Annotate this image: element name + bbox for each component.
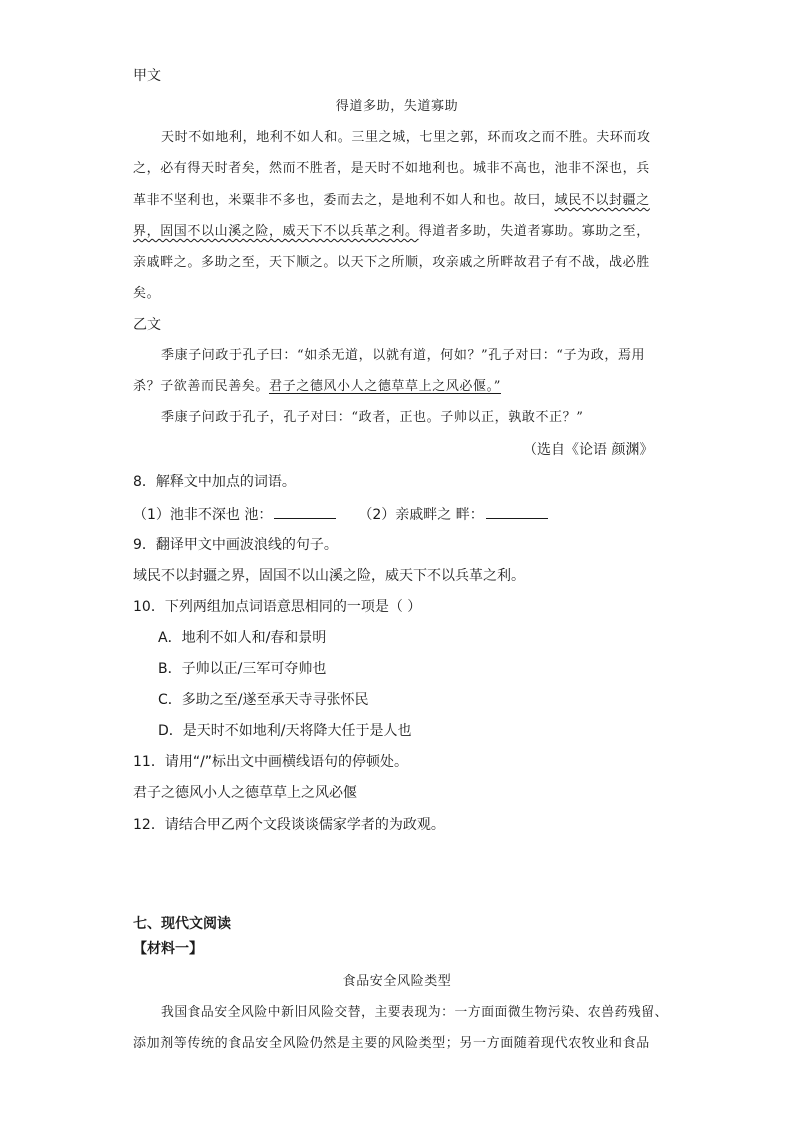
passage-a-title: 得道多助，失道寡助 (335, 99, 459, 114)
wavy-underlined-sentence-part-2: 界，固国不以山溪之险，威天下不以兵革之利。 (133, 224, 419, 239)
question-8-item-2: （2）亲戚畔之 畔： (358, 507, 484, 523)
passage-b-label: 乙文 (133, 317, 161, 333)
wavy-underlined-sentence-part-1: 域民不以封疆之 (554, 193, 650, 208)
passage-a-line-1: 天时不如地利，地利不如人和。三里之城，七里之郭，环而攻之而不胜。夫环而攻 (161, 130, 651, 145)
question-10-option-a: A．地利不如人和/春和景明 (158, 630, 327, 646)
passage-b-line-2-text: 杀？子欲善而民善矣。 (133, 379, 270, 394)
question-12: 12．请结合甲乙两个文段谈谈儒家学者的为政观。 (133, 817, 445, 833)
material-1-title: 食品安全风险类型 (342, 974, 452, 989)
question-8: 8．解释文中加点的词语。 (133, 474, 296, 490)
question-9: 9．翻译甲文中画波浪线的句子。 (133, 537, 338, 553)
question-11-sentence: 君子之德风小人之德草草上之风必偃 (133, 785, 357, 801)
question-9-sentence: 域民不以封疆之界，固国不以山溪之险，威天下不以兵革之利。 (133, 568, 525, 584)
passage-a-line-3-text: 革非不坚利也，米粟非不多也，委而去之，是地利不如人和也。故曰， (133, 193, 555, 208)
material-1-label: 【材料一】 (133, 941, 203, 957)
answer-blank-2[interactable] (486, 504, 548, 519)
question-10-option-d: D．是天时不如地利/天将降大任于是人也 (158, 723, 412, 739)
passage-b-source: （选自《论语 颜渊》 (523, 442, 654, 458)
passage-a-line-4 (133, 222, 650, 242)
material-1-line-2: 添加剂等传统的食品安全风险仍然是主要的风险类型；另一方面随着现代农牧业和食品 (133, 1036, 650, 1051)
section-7-heading: 七、现代文阅读 (133, 916, 231, 932)
passage-a-line-6: 矣。 (133, 286, 161, 301)
passage-a-line-4-rest: 得道者多助，失道者寡助。寡助之至， (418, 224, 650, 239)
question-10-option-b: B．子帅以正/三军可夺帅也 (158, 661, 327, 677)
answer-blank-1[interactable] (274, 504, 336, 519)
passage-b-line-1: 季康子问政于孔子曰：“如杀无道，以就有道，何如？”孔子对曰：“子为政，焉用 (161, 348, 646, 363)
passage-a-line-2: 之，必有得天时者矣，然而不胜者，是天时不如地利也。城非不高也，池非不深也，兵 (133, 161, 650, 176)
passage-a-label: 甲文 (133, 68, 161, 84)
material-1-line-1: 我国食品安全风险中新旧风险交替，主要表现为：一方面面微生物污染、农兽药残留、 (161, 1005, 668, 1020)
passage-a-line-5: 亲戚畔之。多助之至，天下顺之。以天下之所顺，攻亲戚之所畔故君子有不战，战必胜 (133, 255, 650, 270)
question-8-items (133, 504, 548, 525)
question-8-item-1: （1）池非不深也 池： (133, 507, 273, 523)
passage-b-line-3: 季康子问政于孔子，孔子对曰：“政者，正也。子帅以正，孰敢不正？” (161, 410, 584, 425)
question-10-option-c: C．多助之至/遂至承天寺寻张怀民 (158, 692, 369, 708)
underlined-sentence: 君子之德风小人之德草草上之风必偃。” (269, 379, 501, 394)
passage-a-line-3 (133, 191, 650, 211)
question-10: 10．下列两组加点词语意思相同的一项是（ ） (133, 599, 422, 615)
passage-b-line-2 (133, 377, 501, 397)
question-11: 11．请用“/”标出文中画横线语句的停顿处。 (133, 754, 409, 770)
